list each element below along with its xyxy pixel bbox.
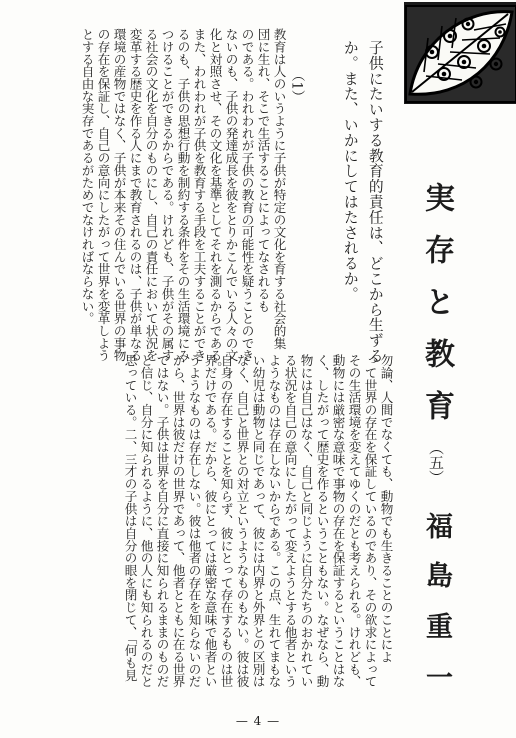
body-text-column: つけることができるからである。けれども、子供がその属す [159,28,175,362]
body-text-column: って世界の存在を保証しているのであり、その欲求によって [362,354,378,688]
body-text-column: 勿論、人間でなくても、動物でも生きることのことによ [378,354,394,663]
body-text-column: その生活環境を変えてゆくのだとも考えられる。けれども、 [346,354,362,688]
section-mark: （1） [288,68,305,104]
body-text-column: 教育は人のいうように子供が特定の文化を育する社会的集 [271,28,287,350]
author-name-char: 一 [421,663,452,690]
leaf-eyes-illustration [404,2,516,104]
article-title-char: 存 [419,234,454,264]
body-text-column: なく、自己と世界との対立というようなものもない。彼は彼 [234,354,250,688]
subtitle-line: 子供にたいする教育的責任は、どこから生ずる [366,40,384,364]
body-text-column: 界だけである。だから、彼にとっては厳密な意味で他者とい [202,354,218,688]
article-title-char: 実 [419,182,454,212]
body-text-column: また、われわれが子供を教育する手段を工夫することができ [191,28,207,362]
body-text-column: のである。われわれが子供の教育の可能性を疑うことのでき [239,28,255,362]
body-text-column: 思っている。二、三才の子供は自分の眼を閉じて、「何も見 [122,354,138,682]
body-text-column: 物には自己はなく、自己と同じように自分たちのおかれてい [298,354,314,688]
body-text-column: ようなものは存在しないからである。この点、生れてまもな [266,354,282,688]
body-text-column: い幼児は動物と同じであって、彼には内界と外界との区別は [250,354,266,688]
body-text-column: 団に生れ、そこで生活することによってなされるも [255,28,271,313]
body-text-column: から、世界は彼だけの世界であって、他者とともに在る世界 [170,354,186,688]
body-text-column: ではない。子供は世界を自分に直接に知られるままのものだ [154,354,170,688]
body-text-column: る状況を自己の意向にしたがって変えようとする他者という [282,354,298,688]
series-number: （五） [427,440,445,485]
body-text-column: 変革する歴史を作る人にまで教育されるのは、子供が単なる [127,28,143,362]
article-title-char: 育 [419,390,454,420]
body-text-column: ないのも、子供の発達成長を彼をとりかこんでいる人々の文 [223,28,239,362]
body-text-column: る社会の文化を自分のものにし、自己の責任において状況を [143,28,159,362]
body-text-column: 化と対照させ、その文化を基準としてそれを測るからである。 [207,28,223,374]
body-text-column: の存在を保証し、自己の意向にしたがって世界を変革しよう [95,28,111,362]
body-text-column: 自身の存在することを知らず、彼にとって存在するものは世 [218,354,234,688]
body-text-column: と信じ、自分に知られるように、他の人にも知られるのだと [138,354,154,688]
article-title-char: と [419,286,454,316]
author-name-char: 島 [421,561,452,588]
article-title-char: 教 [419,338,454,368]
body-text-column: うようなものは存在しない。彼は他者の存在を知らないのだ [186,354,202,688]
author-name-char: 福 [421,512,452,539]
author-name-char: 重 [421,612,452,639]
body-text-column: とする自由な実存であるがためでなければならない。 [79,28,95,325]
body-text-column: るのも、子供の思想行動を制約する条件をその生活環境にみ [175,28,191,362]
body-text-column: 動物には厳密な意味で事物の存在を保証するということはな [330,354,346,688]
body-text-column: 環境の産物ではなく、子供が本来その住んでいる世界の事物 [111,28,127,362]
page-number: — 4 — [235,714,281,728]
body-text-column: く、したがって歴史を作るということもない。なぜなら、動 [314,354,330,688]
subtitle-line: か。また、いかにしてはたされるか。 [341,40,359,302]
